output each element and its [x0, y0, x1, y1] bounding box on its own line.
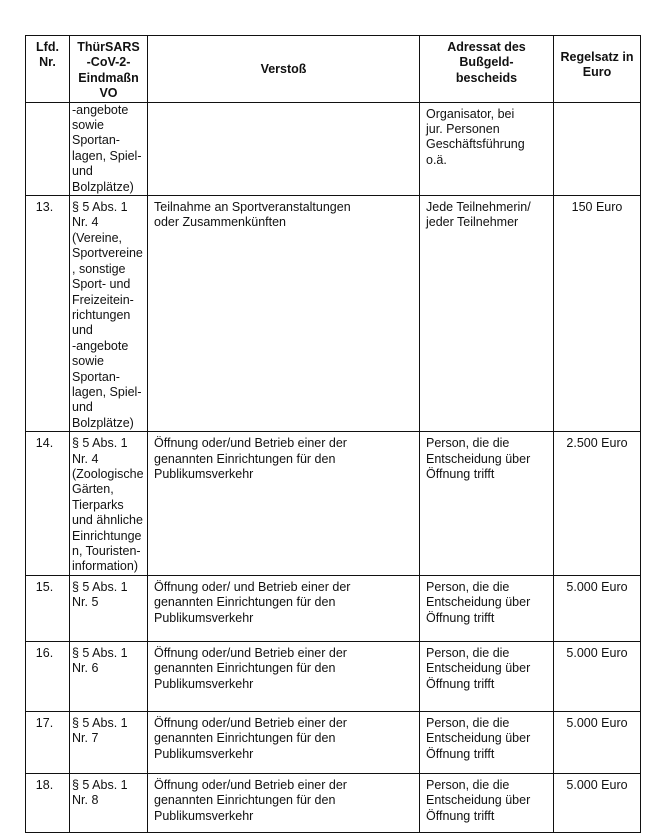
cell-regelsatz: 5.000 Euro — [554, 773, 641, 832]
table-row — [26, 773, 641, 832]
header-verstoss: Verstoß — [148, 36, 420, 103]
cell-nr: 18. — [26, 773, 70, 832]
header-adressat: Adressat des Bußgeld- bescheids — [420, 36, 554, 103]
table-header-row — [26, 36, 641, 103]
cell-paragraph: § 5 Abs. 1 Nr. 7 — [70, 711, 148, 773]
cell-verstoss: Teilnahme an Sportveranstaltungen oder Zusammenkünften — [148, 196, 420, 432]
cell-nr: 14. — [26, 432, 70, 576]
table-row — [26, 196, 641, 432]
cell-regelsatz: 2.500 Euro — [554, 432, 641, 576]
cell-adressat: Person, die die Entscheidung über Öffnung trifft — [420, 641, 554, 711]
cell-regelsatz: 5.000 Euro — [554, 575, 641, 641]
cell-adressat: Person, die die Entscheidung über Öffnung trifft — [420, 575, 554, 641]
header-lfd-nr: Lfd. Nr. — [26, 36, 70, 103]
cell-paragraph: § 5 Abs. 1 Nr. 6 — [70, 641, 148, 711]
header-regelsatz: Regelsatz in Euro — [554, 36, 641, 103]
cell-regelsatz: 5.000 Euro — [554, 641, 641, 711]
cell-verstoss: Öffnung oder/und Betrieb einer der genannten Einrichtungen für den Publikumsverkehr — [148, 432, 420, 576]
table-row — [26, 711, 641, 773]
cell-paragraph: -angebote sowie Sportan- lagen, Spiel- und Bolzplätze) — [70, 102, 148, 195]
fine-catalog-table — [25, 35, 641, 833]
cell-regelsatz — [554, 102, 641, 195]
cell-verstoss: Öffnung oder/und Betrieb einer der genannten Einrichtungen für den Publikumsverkehr — [148, 773, 420, 832]
cell-verstoss: Öffnung oder/und Betrieb einer der genannten Einrichtungen für den Publikumsverkehr — [148, 711, 420, 773]
cell-nr — [26, 102, 70, 195]
cell-regelsatz: 5.000 Euro — [554, 711, 641, 773]
cell-verstoss: Öffnung oder/ und Betrieb einer der genannten Einrichtungen für den Publikumsverkehr — [148, 575, 420, 641]
cell-adressat: Person, die die Entscheidung über Öffnung trifft — [420, 432, 554, 576]
header-paragraph: ThürSARS -CoV-2- Eindmaßn VO — [70, 36, 148, 103]
cell-paragraph: § 5 Abs. 1 Nr. 5 — [70, 575, 148, 641]
cell-verstoss: Öffnung oder/und Betrieb einer der genannten Einrichtungen für den Publikumsverkehr — [148, 641, 420, 711]
cell-paragraph: § 5 Abs. 1 Nr. 4 (Zoologische Gärten, Tierparks und ähnliche Einrichtunge n, Touristen- information) — [70, 432, 148, 576]
cell-nr: 15. — [26, 575, 70, 641]
cell-verstoss — [148, 102, 420, 195]
table-row — [26, 575, 641, 641]
cell-adressat: Person, die die Entscheidung über Öffnung trifft — [420, 711, 554, 773]
cell-paragraph: § 5 Abs. 1 Nr. 8 — [70, 773, 148, 832]
cell-paragraph: § 5 Abs. 1 Nr. 4 (Vereine, Sportvereine , sonstige Sport- und Freizeitein- richtungen und -angebote sowie Sportan- lagen, Spiel- und Bolzplätze) — [70, 196, 148, 432]
cell-nr: 16. — [26, 641, 70, 711]
cell-adressat: Jede Teilnehmerin/ jeder Teilnehmer — [420, 196, 554, 432]
table-row — [26, 641, 641, 711]
cell-regelsatz: 150 Euro — [554, 196, 641, 432]
cell-adressat: Organisator, bei jur. Personen Geschäftsführung o.ä. — [420, 102, 554, 195]
table-row — [26, 432, 641, 576]
cell-nr: 13. — [26, 196, 70, 432]
cell-nr: 17. — [26, 711, 70, 773]
table-row — [26, 102, 641, 195]
cell-adressat: Person, die die Entscheidung über Öffnung trifft — [420, 773, 554, 832]
